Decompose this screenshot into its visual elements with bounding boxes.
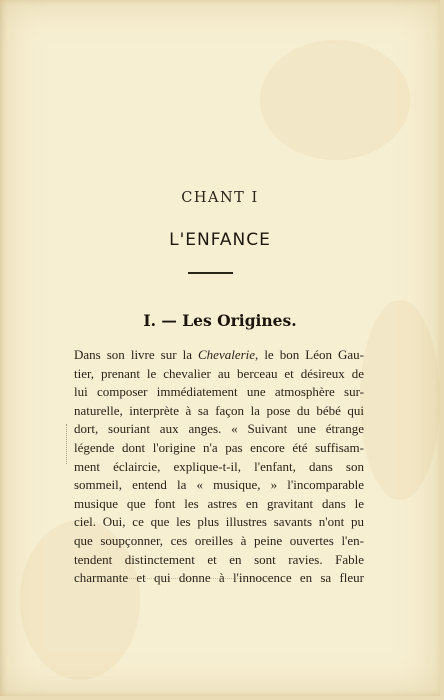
text-line: dort, souriant aux anges. « Suivant une étrange xyxy=(74,421,364,437)
chapter-number: CHANT I xyxy=(181,190,259,206)
text-line: tier, prenant le chevalier au berceau et désireux de xyxy=(74,365,364,381)
paper-stain xyxy=(260,40,410,160)
paper-stain xyxy=(360,300,440,500)
text-line: Dans son livre sur la Chevalerie, le bon Léon Gau- xyxy=(74,347,364,362)
text-line: musique que font les astres en gravitant dans le xyxy=(74,495,364,511)
text-line: que soupçonner, ces oreilles à peine ouvertes l'en- xyxy=(74,532,364,548)
text-line: lui composer immédiatement une atmosphère sur- xyxy=(74,384,364,400)
body-paragraph xyxy=(74,346,364,588)
text-line: tendent distinctement et en sont ravies. Fable xyxy=(74,551,364,567)
text-line: sommeil, entend la « musique, » l'incomparable xyxy=(74,477,364,493)
text-line: ment éclaircie, explique-t-il, l'enfant, dans son xyxy=(74,458,364,474)
title-rule xyxy=(188,272,233,274)
text-line: légende dont l'origine n'a pas encore été suffisam- xyxy=(74,439,364,455)
section-heading: I. — Les Origines. xyxy=(143,311,297,330)
text-line: ciel. Oui, ce que les plus illustres savants n'ont pu xyxy=(74,514,364,530)
text-line: charmante et qui donne à l'innocence en sa fleur xyxy=(74,570,364,586)
text-line: naturelle, interprète à sa façon la pose du bébé qui xyxy=(74,402,364,418)
chapter-title: L'ENFANCE xyxy=(169,230,271,250)
margin-mark xyxy=(66,424,69,464)
faded-print-trace xyxy=(118,578,268,581)
